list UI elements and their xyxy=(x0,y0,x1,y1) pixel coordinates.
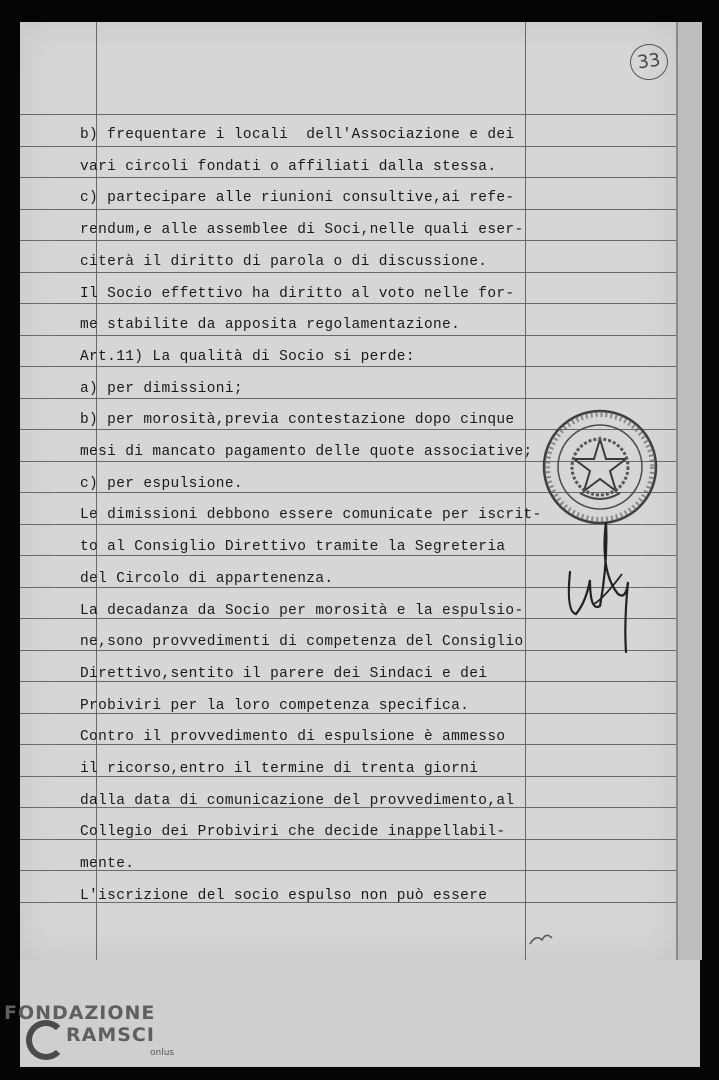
text-line: vari circoli fondati o affiliati dalla stessa. xyxy=(80,159,497,175)
ruled-line xyxy=(20,209,676,210)
text-line: b) frequentare i locali dell'Associazione e dei xyxy=(80,127,515,143)
text-line: Direttivo,sentito il parere dei Sindaci e dei xyxy=(80,666,488,682)
text-line: Probiviri per la loro competenza specifica. xyxy=(80,698,470,714)
ruled-line xyxy=(20,272,676,273)
document-page xyxy=(20,22,676,960)
text-line: dalla data di comunicazione del provvedimento,al xyxy=(80,793,515,809)
text-line: to al Consiglio Direttivo tramite la Segreteria xyxy=(80,539,506,555)
fondazione-gramsci-watermark xyxy=(4,1000,184,1075)
ruled-line xyxy=(20,335,676,336)
text-line: Le dimissioni debbono essere comunicate per iscrit- xyxy=(80,507,542,523)
text-line: citerà il diritto di parola o di discussione. xyxy=(80,254,488,270)
ruled-line xyxy=(20,114,676,115)
text-line: c) partecipare alle riunioni consultive,ai refe- xyxy=(80,190,515,206)
text-line: a) per dimissioni; xyxy=(80,381,243,397)
signature-icon xyxy=(560,502,640,662)
page-number: 33 xyxy=(628,42,671,83)
ruled-line xyxy=(20,177,676,178)
text-line: b) per morosità,previa contestazione dopo cinque xyxy=(80,412,515,428)
ruled-line xyxy=(20,303,676,304)
watermark-line1: FONDAZIONE xyxy=(4,1002,156,1024)
watermark-g-logo-icon xyxy=(26,1020,66,1060)
watermark-line3: onlus xyxy=(150,1048,175,1058)
ruled-line xyxy=(20,240,676,241)
text-line: mente. xyxy=(80,856,135,872)
text-line: L'iscrizione del socio espulso non può essere xyxy=(80,888,488,904)
text-line: Collegio dei Probiviri che decide inappellabil- xyxy=(80,824,506,840)
ruled-line xyxy=(20,366,676,367)
ruled-line xyxy=(20,146,676,147)
text-line: me stabilite da apposita regolamentazione. xyxy=(80,317,461,333)
text-line: La decadanza da Socio per morosità e la espulsio- xyxy=(80,603,524,619)
ink-smudge-icon xyxy=(528,930,554,948)
text-line: ne,sono provvedimenti di competenza del Consiglio xyxy=(80,634,524,650)
text-line: Il Socio effettivo ha diritto al voto nelle for- xyxy=(80,286,515,302)
text-line: Contro il provvedimento di espulsione è ammesso xyxy=(80,729,506,745)
text-line: del Circolo di appartenenza. xyxy=(80,571,334,587)
text-line: mesi di mancato pagamento delle quote associative; xyxy=(80,444,533,460)
text-line: c) per espulsione. xyxy=(80,476,243,492)
text-line: rendum,e alle assemblee di Soci,nelle quali eser- xyxy=(80,222,524,238)
ruled-line xyxy=(20,398,676,399)
paper-backing-edge xyxy=(676,22,702,960)
text-line: il ricorso,entro il termine di trenta giorni xyxy=(80,761,479,777)
margin-line-right xyxy=(525,22,526,960)
watermark-line2: RAMSCI xyxy=(66,1024,155,1046)
text-line: Art.11) La qualità di Socio si perde: xyxy=(80,349,415,365)
